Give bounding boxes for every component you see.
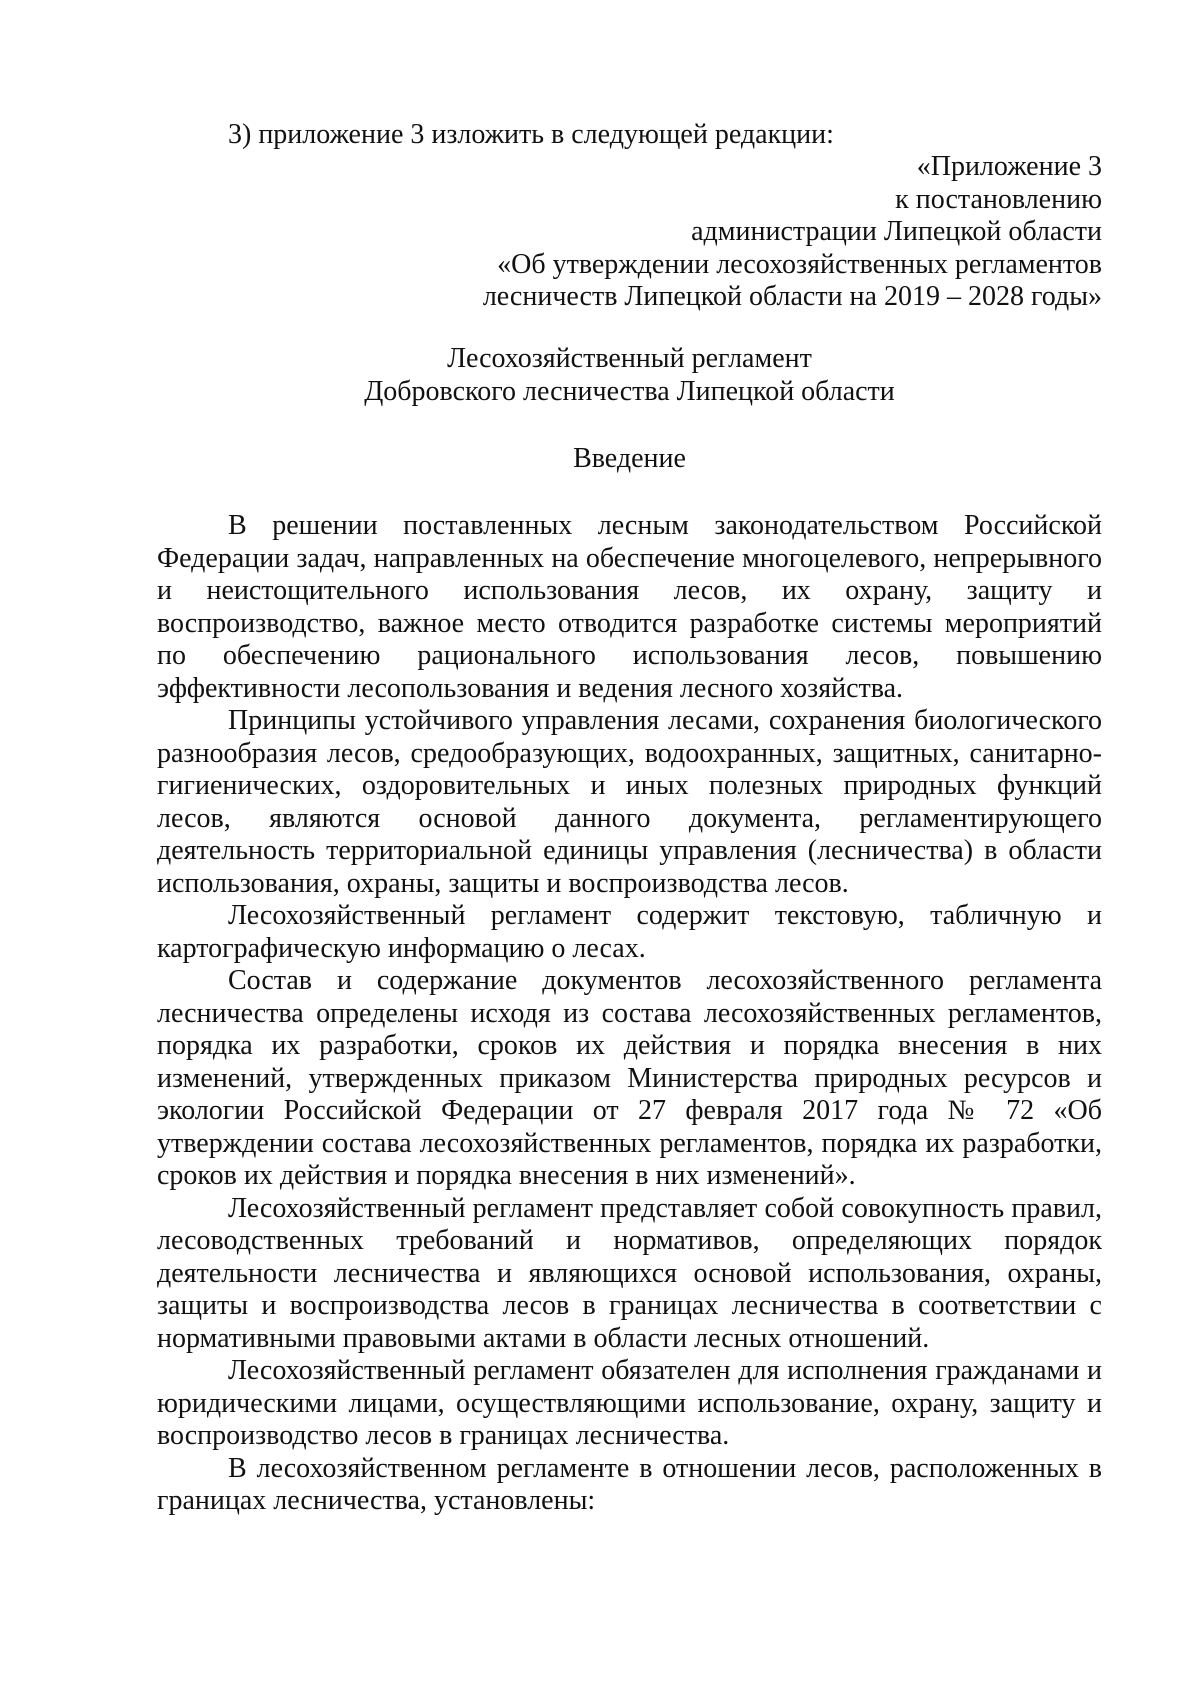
appendix-heading-line: лесничеств Липецкой области на 2019 – 2028 годы»: [482, 281, 1102, 312]
appendix-heading-line: к постановлению: [895, 183, 1102, 215]
body-paragraph: Лесохозяйственный регламент представляет собой совокупность правил, лесоводственных требований и нормативов, определяющих порядок деятельности лесничества и являющихся основой использования, охраны, защиты и воспроизводства лесов в границах лесничества в соответствии с нормативными правовыми актами в области лесных отношений.: [157, 1192, 1102, 1354]
appendix-heading-line: администрации Липецкой области: [691, 216, 1102, 247]
amendment-intro-line: 3) приложение 3 изложить в следующей редакции:: [228, 119, 834, 150]
document-title-line: Лесохозяйственный регламент: [447, 343, 812, 374]
body-paragraph: Лесохозяйственный регламент содержит текстовую, табличную и картографическую информацию о лесах.: [157, 900, 1102, 964]
section-heading-introduction: Введение: [573, 443, 686, 474]
body-paragraph: Состав и содержание документов лесохозяйственного регламента лесничества определены исходя из состава лесохозяйственных регламентов, порядка их разработки, сроков их действия и порядка внесения в них изменений, утвержденных приказом Министерства природных ресурсов и экологии Российской Федерации от 27 февраля 2017 года № 72 «Об утверждении состава лесохозяйственных регламентов, порядка их разработки, сроков их действия и порядка внесения в них изменений».: [157, 965, 1102, 1191]
appendix-heading-line: «Приложение 3: [916, 151, 1102, 182]
body-paragraph: Принципы устойчивого управления лесами, сохранения биологического разнообразия лесов, средообразующих, водоохранных, защитных, санитарно-гигиенических, оздоровительных и иных полезных природных функций лесов, являются основой данного документа, регламентирующего деятельность территориальной единицы управления (лесничества) в области использования, охраны, защиты и воспроизводства лесов.: [157, 705, 1102, 899]
appendix-heading-line: «Об утверждении лесохозяйственных регламентов: [497, 248, 1102, 280]
body-paragraph: Лесохозяйственный регламент обязателен для исполнения гражданами и юридическими лицами, осуществляющими использование, охрану, защиту и воспроизводство лесов в границах лесничества.: [157, 1355, 1102, 1451]
appendix-heading-block: [440, 151, 1102, 314]
body-text: [157, 510, 1102, 1518]
body-paragraph: В лесохозяйственном регламенте в отношении лесов, расположенных в границах лесничества, установлены:: [157, 1452, 1102, 1516]
document-title-line: Добровского лесничества Липецкой области: [364, 375, 895, 407]
document-title: [157, 343, 1102, 408]
body-paragraph: В решении поставленных лесным законодательством Российской Федерации задач, направленных на обеспечение многоцелевого, непрерывного и неистощительного использования лесов, их охрану, защиту и воспроизводство, важное место отводится разработке системы мероприятий по обеспечению рационального использования лесов, повышению эффективности лесопользования и ведения лесного хозяйства.: [157, 510, 1102, 704]
